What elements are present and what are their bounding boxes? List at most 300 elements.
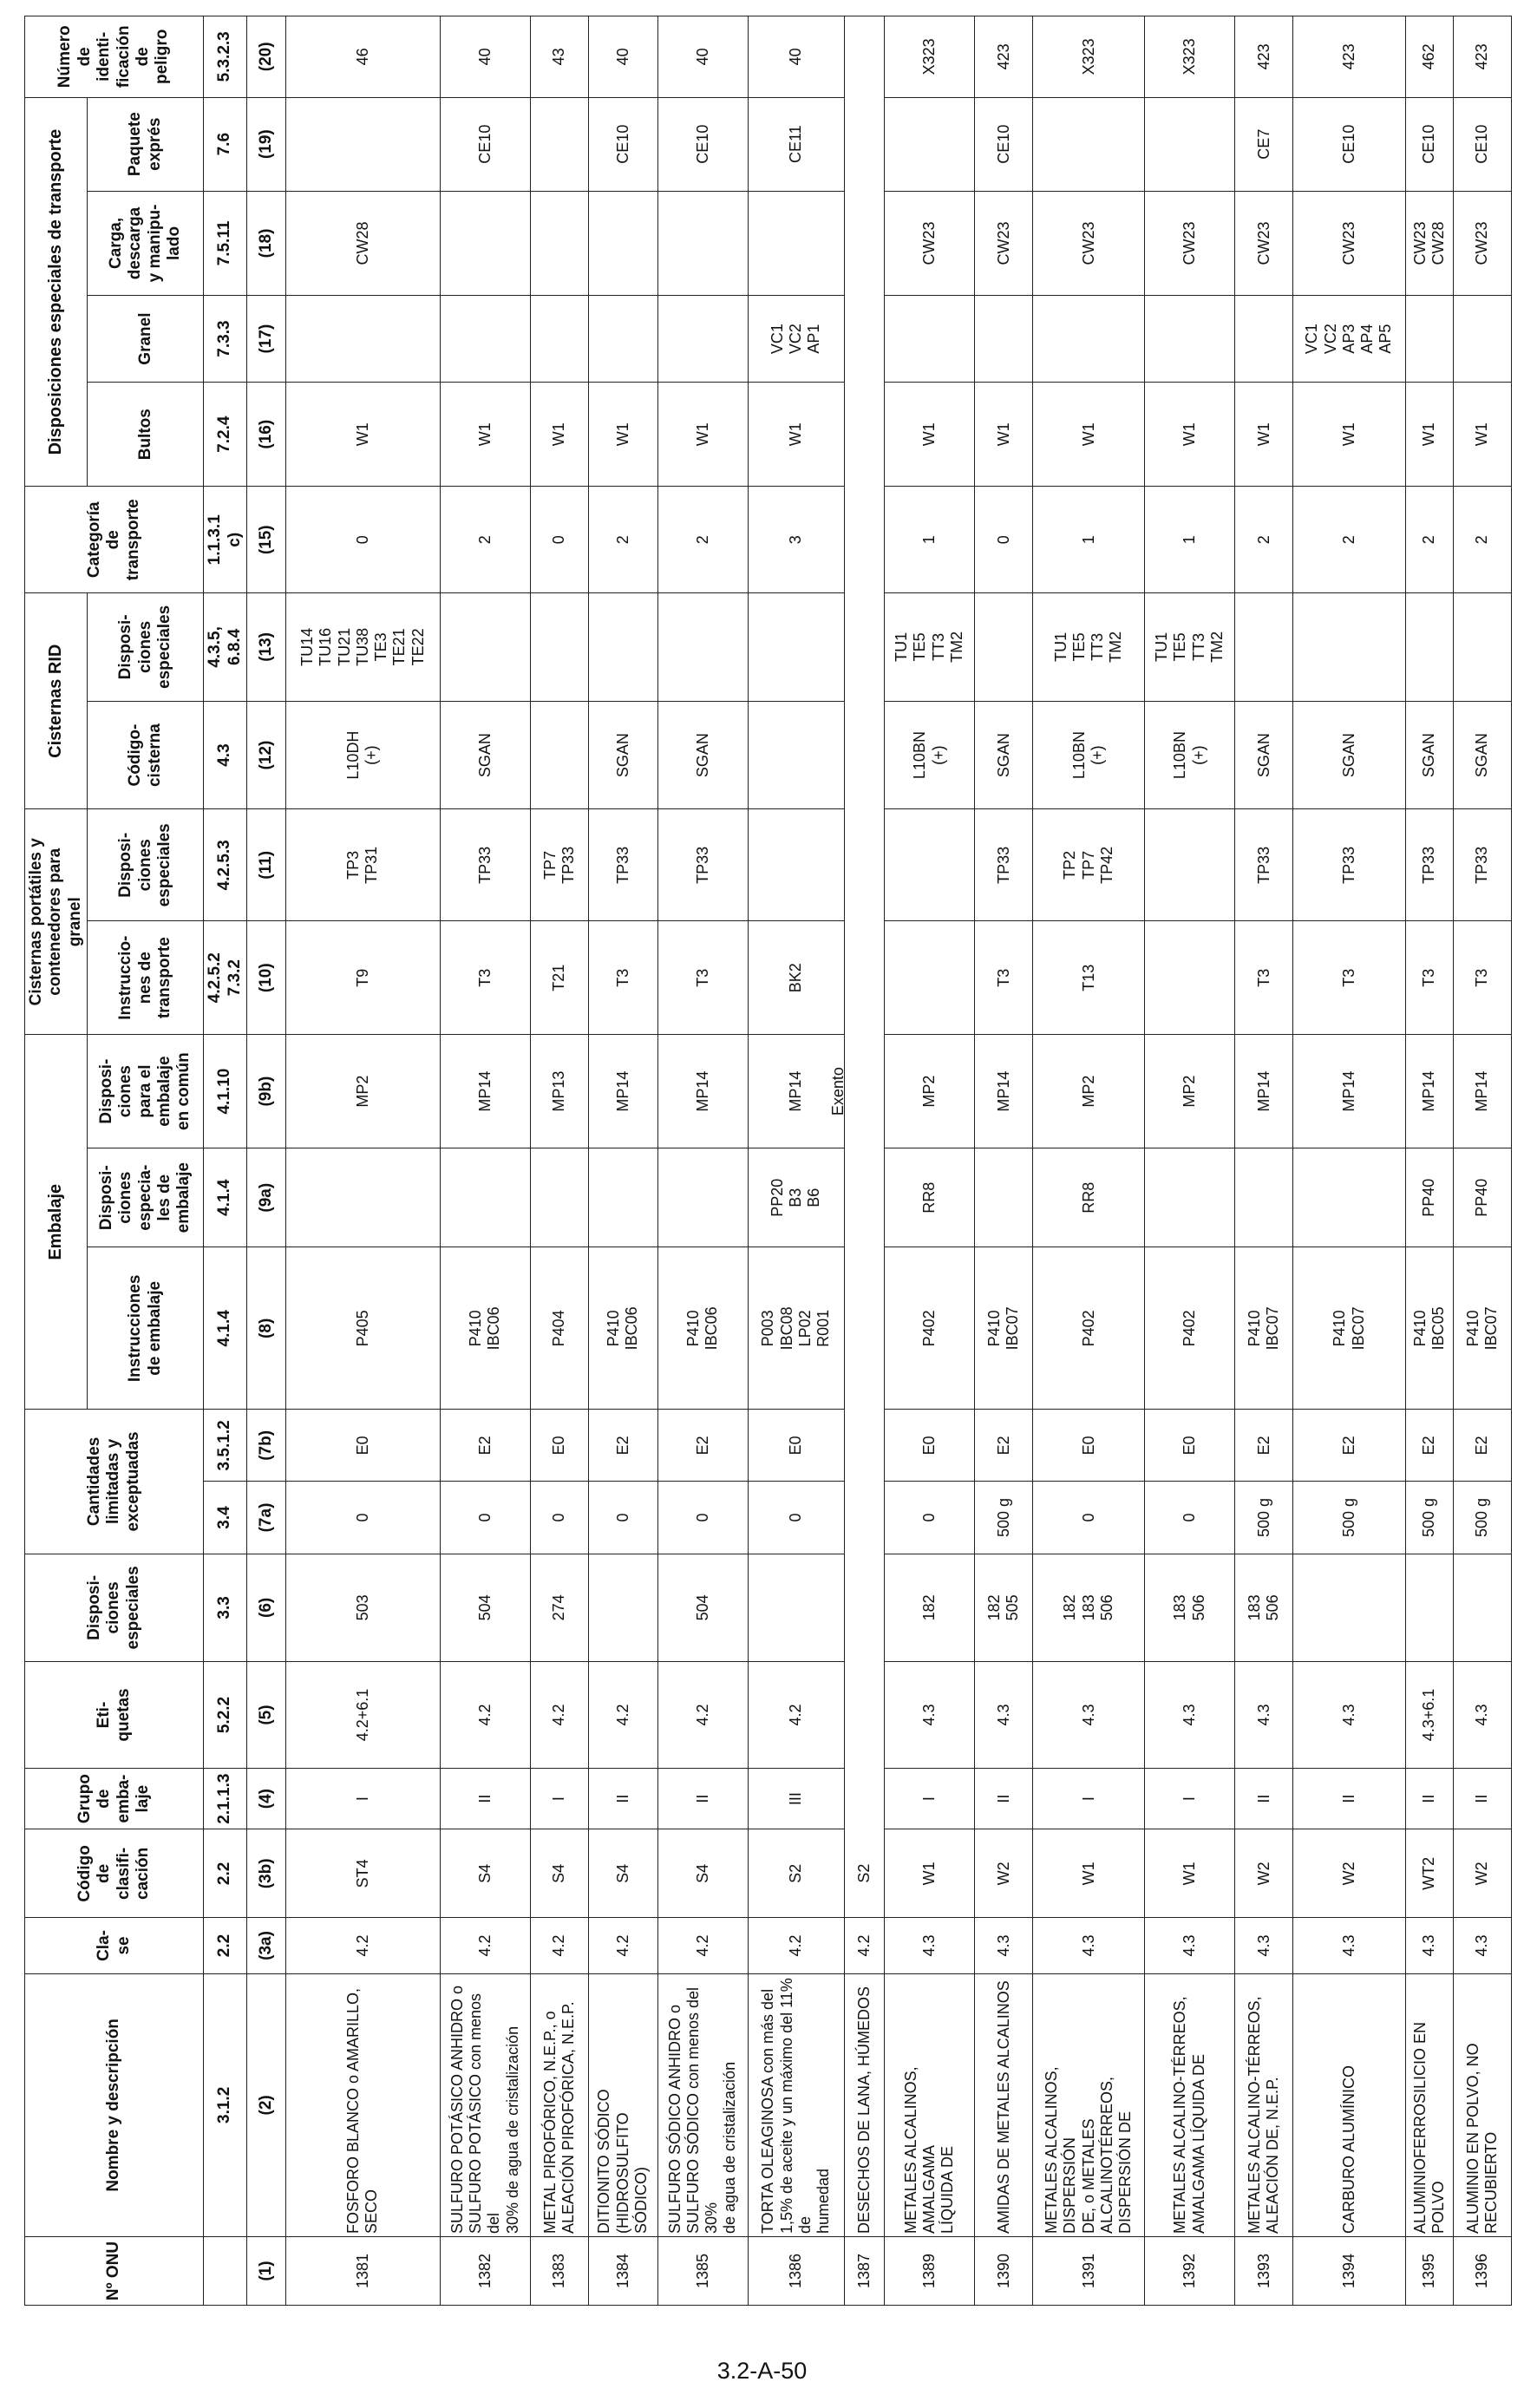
packing-group-cell: II <box>440 1768 530 1829</box>
header-labels: Eti- quetas <box>25 1662 204 1769</box>
loading-cell: CW23 <box>1144 191 1234 296</box>
packing-special-cell <box>589 1148 658 1247</box>
mixed-packing-cell: MP14 <box>1405 1035 1453 1148</box>
table-row <box>1453 16 1511 2306</box>
substance-name-line: AMALGAMA LÍQUIDA DE <box>1189 2053 1207 2235</box>
classification-code-cell: S4 <box>530 1829 588 1918</box>
bulk-cell <box>975 296 1033 383</box>
substance-name-cell <box>530 1973 588 2236</box>
classification-code-cell: S2 <box>748 1829 844 1918</box>
hazard-number-cell: 40 <box>657 16 748 98</box>
packing-group-cell: II <box>1293 1768 1406 1829</box>
tank-instruction-cell: T3 <box>589 921 658 1035</box>
bulk-cell <box>440 296 530 383</box>
class-cell: 4.2 <box>530 1918 588 1973</box>
column-number-row <box>247 16 286 2306</box>
loading-cell <box>530 191 588 296</box>
rid-special-cell <box>530 593 588 702</box>
express-cell <box>1033 97 1145 191</box>
mixed-packing-cell: MP2 <box>1033 1035 1145 1148</box>
un-number-cell: 1383 <box>530 2237 588 2306</box>
limited-quantity-cell: 0 <box>286 1482 441 1554</box>
packing-instruction-cell: P410 IBC07 <box>975 1247 1033 1410</box>
column-number-cell: (10) <box>247 921 286 1035</box>
classification-code-cell: W2 <box>975 1829 1033 1918</box>
substance-name-line: SULFURO POTÁSICO con menos del <box>467 1992 503 2235</box>
rid-special-cell <box>440 593 530 702</box>
packing-instruction-cell: P402 <box>885 1247 975 1410</box>
substance-name-line: DITIONITO SÓDICO (HIDROSULFITO <box>595 2089 631 2235</box>
transport-category-cell: 1 <box>1033 487 1145 593</box>
packing-special-cell <box>657 1148 748 1247</box>
tank-code-cell: SGAN <box>440 701 530 809</box>
tank-special-cell: TP3 TP31 <box>286 809 441 921</box>
labels-cell: 4.3 <box>1453 1662 1511 1769</box>
column-number-cell: (20) <box>247 16 286 98</box>
table-row <box>1293 16 1406 2306</box>
transport-category-cell: 0 <box>975 487 1033 593</box>
empty-cell <box>844 382 884 487</box>
reference-cell: 2.2 <box>204 1918 247 1973</box>
bulk-cell <box>1033 296 1145 383</box>
labels-cell: 4.3 <box>1293 1662 1406 1769</box>
packing-instruction-cell: P405 <box>286 1247 441 1410</box>
packages-cell: W1 <box>1235 382 1293 487</box>
limited-quantity-cell: 0 <box>589 1482 658 1554</box>
table-header <box>25 16 286 2306</box>
substance-name-line: humedad <box>814 2168 832 2235</box>
header-packages: Bultos <box>88 382 204 487</box>
substance-name-line: LÍQUIDA DE <box>939 2146 957 2235</box>
header-special-transport: Disposiciones especiales de transporte <box>25 97 88 487</box>
table-row <box>1144 16 1234 2306</box>
bulk-cell <box>1235 296 1293 383</box>
reference-cell <box>204 2237 247 2306</box>
transport-category-cell: 0 <box>286 487 441 593</box>
transport-category-cell: 2 <box>657 487 748 593</box>
packing-instruction-cell: P410 IBC05 <box>1405 1247 1453 1410</box>
special-provisions-cell <box>748 1554 844 1662</box>
substance-name-cell <box>1235 1973 1293 2236</box>
empty-cell <box>844 191 884 296</box>
packing-special-cell <box>1293 1148 1406 1247</box>
class-cell: 4.3 <box>1033 1918 1145 1973</box>
bulk-cell <box>657 296 748 383</box>
tank-special-cell <box>1144 809 1234 921</box>
tank-instruction-cell <box>885 921 975 1035</box>
excepted-quantity-cell: E0 <box>1033 1410 1145 1482</box>
tank-instruction-cell: T3 <box>1293 921 1406 1035</box>
empty-cell <box>844 921 884 1035</box>
class-cell: 4.2 <box>657 1918 748 1973</box>
header-mixed-packing: Disposi- ciones para el embalaje en común <box>88 1035 204 1148</box>
header-un: Nº ONU <box>25 2237 204 2306</box>
hazard-number-cell: 46 <box>286 16 441 98</box>
packing-instruction-cell: P410 IBC06 <box>440 1247 530 1410</box>
table-row <box>885 16 975 2306</box>
reference-cell: 3.3 <box>204 1554 247 1662</box>
table-row <box>1405 16 1453 2306</box>
mixed-packing-cell: MP14 <box>1293 1035 1406 1148</box>
hazard-number-cell: 462 <box>1405 16 1453 98</box>
rid-special-cell <box>1453 593 1511 702</box>
class-cell: 4.3 <box>1144 1918 1234 1973</box>
substance-name-line: DE, o METALES ALCALINOTÉRREOS, <box>1079 2077 1115 2235</box>
packing-group-cell: II <box>975 1768 1033 1829</box>
excepted-quantity-cell: E2 <box>440 1410 530 1482</box>
substance-name-line: AMIDAS DE METALES ALCALINOS <box>994 1980 1012 2235</box>
packing-group-cell: II <box>589 1768 658 1829</box>
header-loading: Carga, descarga y manipu- lado <box>88 191 204 296</box>
tank-code-cell: SGAN <box>1235 701 1293 809</box>
loading-cell <box>440 191 530 296</box>
substance-name-line: ALEACIÓN PIROFÓRICA, N.E.P. <box>559 2001 578 2235</box>
header-rid-special: Disposi- ciones especiales <box>88 593 204 702</box>
special-provisions-cell <box>1453 1554 1511 1662</box>
header-tank-code: Código- cisterna <box>88 701 204 809</box>
labels-cell: 4.3 <box>885 1662 975 1769</box>
table-body <box>286 16 1512 2306</box>
classification-code-cell: WT2 <box>1405 1829 1453 1918</box>
classification-code-cell: S4 <box>440 1829 530 1918</box>
dangerous-goods-table <box>24 16 1512 2306</box>
substance-name-line: METAL PIROFÓRICO, N.E.P., o <box>540 2011 559 2235</box>
column-number-cell: (13) <box>247 593 286 702</box>
tank-special-cell: TP33 <box>975 809 1033 921</box>
tank-code-cell: SGAN <box>657 701 748 809</box>
express-cell <box>286 97 441 191</box>
column-number-cell: (9b) <box>247 1035 286 1148</box>
special-provisions-cell: 504 <box>440 1554 530 1662</box>
empty-cell <box>844 701 884 809</box>
class-cell: 4.2 <box>286 1918 441 1973</box>
rotated-table-page <box>24 16 1512 2306</box>
labels-cell: 4.2+6.1 <box>286 1662 441 1769</box>
substance-name-cell <box>748 1973 844 2236</box>
packing-instruction-cell: P402 <box>1033 1247 1145 1410</box>
tank-code-cell <box>530 701 588 809</box>
labels-cell: 4.3 <box>1144 1662 1234 1769</box>
reference-cell: 4.2.5.2 7.3.2 <box>204 921 247 1035</box>
excepted-quantity-cell: E2 <box>1405 1410 1453 1482</box>
header-tank-special: Disposi- ciones especiales <box>88 809 204 921</box>
packages-cell: W1 <box>1453 382 1511 487</box>
class-cell: 4.3 <box>975 1918 1033 1973</box>
labels-cell: 4.2 <box>589 1662 658 1769</box>
classification-code-cell: S4 <box>657 1829 748 1918</box>
transport-category-cell: 2 <box>440 487 530 593</box>
mixed-packing-cell: MP2 <box>885 1035 975 1148</box>
exempt-label: Exento <box>828 1067 847 1116</box>
rid-special-cell <box>1235 593 1293 702</box>
column-number-cell: (18) <box>247 191 286 296</box>
labels-cell: 4.3 <box>1235 1662 1293 1769</box>
hazard-number-cell: 40 <box>748 16 844 98</box>
column-number-cell: (1) <box>247 2237 286 2306</box>
column-number-cell: (3a) <box>247 1918 286 1973</box>
transport-category-cell: 2 <box>1235 487 1293 593</box>
class-cell: 4.2 <box>748 1918 844 1973</box>
header-special-provisions: Disposi- ciones especiales <box>25 1554 204 1662</box>
reference-cell: 3.1.2 <box>204 1973 247 2236</box>
tank-special-cell: TP33 <box>657 809 748 921</box>
hazard-number-cell: X323 <box>885 16 975 98</box>
hazard-number-cell: 423 <box>1453 16 1511 98</box>
table-row <box>975 16 1033 2306</box>
rid-special-cell: TU1 TE5 TT3 TM2 <box>1144 593 1234 702</box>
hazard-number-cell: 43 <box>530 16 588 98</box>
packing-special-cell <box>440 1148 530 1247</box>
header-rid-tanks: Cisternas RID <box>25 593 88 809</box>
reference-cell: 2.2 <box>204 1829 247 1918</box>
reference-cell: 4.1.10 <box>204 1035 247 1148</box>
limited-quantity-cell: 0 <box>1144 1482 1234 1554</box>
rid-special-cell: TU1 TE5 TT3 TM2 <box>885 593 975 702</box>
express-cell: CE10 <box>1293 97 1406 191</box>
un-number-cell: 1392 <box>1144 2237 1234 2306</box>
substance-name-line: SULFURO SÓDICO ANHIDRO o <box>665 2005 684 2235</box>
header-tank-instructions: Instruccio- nes de transporte <box>88 921 204 1035</box>
substance-name-line: FOSFORO BLANCO o AMARILLO, <box>344 1987 363 2235</box>
special-provisions-cell: 182 183 506 <box>1033 1554 1145 1662</box>
tank-code-cell: SGAN <box>975 701 1033 809</box>
packing-instruction-cell: P402 <box>1144 1247 1234 1410</box>
labels-cell: 4.3 <box>975 1662 1033 1769</box>
packing-group-cell: I <box>530 1768 588 1829</box>
class-cell: 4.3 <box>885 1918 975 1973</box>
column-number-cell: (5) <box>247 1662 286 1769</box>
empty-cell <box>844 809 884 921</box>
transport-category-cell: 1 <box>885 487 975 593</box>
header-classification-code: Código de clasifi- cación <box>25 1829 204 1918</box>
labels-cell: 4.2 <box>530 1662 588 1769</box>
special-provisions-cell: 183 506 <box>1144 1554 1234 1662</box>
limited-quantity-cell: 0 <box>885 1482 975 1554</box>
header-portable-tanks: Cisternas portátiles y contenedores para granel <box>25 809 88 1035</box>
tank-code-cell: SGAN <box>1293 701 1406 809</box>
header-packaging: Embalaje <box>25 1035 88 1410</box>
tank-code-cell: SGAN <box>1453 701 1511 809</box>
packing-group-cell: II <box>657 1768 748 1829</box>
reference-cell: 7.2.4 <box>204 382 247 487</box>
packages-cell: W1 <box>975 382 1033 487</box>
packages-cell: W1 <box>530 382 588 487</box>
bulk-cell <box>885 296 975 383</box>
table-row <box>1033 16 1145 2306</box>
un-number-cell: 1391 <box>1033 2237 1145 2306</box>
excepted-quantity-cell: E0 <box>748 1410 844 1482</box>
column-number-cell: (19) <box>247 97 286 191</box>
hazard-number-cell: 40 <box>589 16 658 98</box>
substance-name-line: de agua de cristalización <box>721 2061 739 2235</box>
reference-row <box>204 16 247 2306</box>
column-number-cell: (7a) <box>247 1482 286 1554</box>
mixed-packing-cell: MP14 <box>1235 1035 1293 1148</box>
table-row <box>1235 16 1293 2306</box>
empty-cell <box>844 296 884 383</box>
tank-instruction-cell: T3 <box>1453 921 1511 1035</box>
column-number-cell: (17) <box>247 296 286 383</box>
tank-instruction-cell: T13 <box>1033 921 1145 1035</box>
substance-name-line: RECUBIERTO <box>1481 2131 1500 2235</box>
hazard-number-cell: 40 <box>440 16 530 98</box>
page-number: 3.2-A-50 <box>716 2358 808 2384</box>
labels-cell: 4.2 <box>748 1662 844 1769</box>
header-packing-group: Grupo de emba- laje <box>25 1768 204 1829</box>
empty-cell <box>844 1247 884 1410</box>
un-number-cell: 1386 <box>748 2237 844 2306</box>
header-limited-quantities: Cantidades limitadas y exceptuadas <box>25 1410 204 1554</box>
packing-group-cell: I <box>885 1768 975 1829</box>
express-cell: CE10 <box>1453 97 1511 191</box>
classification-code-cell: W1 <box>885 1829 975 1918</box>
packing-special-cell <box>286 1148 441 1247</box>
special-provisions-cell: 183 506 <box>1235 1554 1293 1662</box>
column-number-cell: (9a) <box>247 1148 286 1247</box>
rid-special-cell <box>748 593 844 702</box>
tank-special-cell <box>748 809 844 921</box>
substance-name-line: ALUMINIO EN POLVO, NO <box>1463 2043 1481 2235</box>
reference-cell: 3.4 <box>204 1482 247 1554</box>
un-number-cell: 1390 <box>975 2237 1033 2306</box>
hazard-number-cell: 423 <box>1235 16 1293 98</box>
table-row <box>286 16 441 2306</box>
substance-name-line: DISPERSIÓN DE <box>1116 2111 1134 2235</box>
express-cell: CE10 <box>975 97 1033 191</box>
empty-cell <box>844 1410 884 1482</box>
express-cell: CE10 <box>1405 97 1453 191</box>
tank-instruction-cell: T3 <box>440 921 530 1035</box>
exempt-cell <box>828 1035 884 1148</box>
express-cell <box>1144 97 1234 191</box>
bulk-cell <box>589 296 658 383</box>
bulk-cell: VC1 VC2 AP3 AP4 AP5 <box>1293 296 1406 383</box>
packages-cell: W1 <box>1033 382 1145 487</box>
packing-special-cell: PP40 <box>1453 1148 1511 1247</box>
mixed-packing-cell: MP14 <box>1453 1035 1511 1148</box>
tank-special-cell: TP33 <box>1453 809 1511 921</box>
mixed-packing-cell: MP14 <box>589 1035 658 1148</box>
excepted-quantity-cell: E0 <box>286 1410 441 1482</box>
excepted-quantity-cell: E2 <box>1235 1410 1293 1482</box>
loading-cell: CW28 <box>286 191 441 296</box>
tank-special-cell: TP7 TP33 <box>530 809 588 921</box>
packing-special-cell <box>1144 1148 1234 1247</box>
table-row <box>589 16 658 2306</box>
special-provisions-cell: 504 <box>657 1554 748 1662</box>
tank-instruction-cell: T21 <box>530 921 588 1035</box>
packing-group-cell: III <box>748 1768 844 1829</box>
packing-group-cell: I <box>286 1768 441 1829</box>
tank-special-cell: TP33 <box>1405 809 1453 921</box>
column-number-cell: (11) <box>247 809 286 921</box>
rid-special-cell <box>975 593 1033 702</box>
loading-cell: CW23 <box>1453 191 1511 296</box>
special-provisions-cell <box>1293 1554 1406 1662</box>
mixed-packing-cell: MP2 <box>1144 1035 1234 1148</box>
mixed-packing-cell: MP13 <box>530 1035 588 1148</box>
packages-cell: W1 <box>657 382 748 487</box>
empty-cell <box>844 1148 884 1247</box>
special-provisions-cell <box>1405 1554 1453 1662</box>
reference-cell: 7.3.3 <box>204 296 247 383</box>
reference-cell: 4.2.5.3 <box>204 809 247 921</box>
un-number-cell: 1389 <box>885 2237 975 2306</box>
header-hazard-number: Número de identi- ficación de peligro <box>25 16 204 98</box>
transport-category-cell: 3 <box>748 487 844 593</box>
substance-name-cell <box>1405 1973 1453 2236</box>
class-cell: 4.3 <box>1453 1918 1511 1973</box>
classification-code-cell: W2 <box>1293 1829 1406 1918</box>
loading-cell: CW23 <box>885 191 975 296</box>
header-packing-special: Disposi- ciones especia- les de embalaje <box>88 1148 204 1247</box>
limited-quantity-cell: 500 g <box>1453 1482 1511 1554</box>
reference-cell: 5.3.2.3 <box>204 16 247 98</box>
header-express: Paquete exprés <box>88 97 204 191</box>
empty-cell <box>844 1662 884 1769</box>
tank-instruction-cell: T3 <box>975 921 1033 1035</box>
bulk-cell <box>1144 296 1234 383</box>
tank-special-cell: TP33 <box>440 809 530 921</box>
packing-special-cell: RR8 <box>1033 1148 1145 1247</box>
packing-instruction-cell: P410 IBC06 <box>657 1247 748 1410</box>
mixed-packing-cell: MP2 <box>286 1035 441 1148</box>
tank-special-cell: TP33 <box>1235 809 1293 921</box>
tank-instruction-cell <box>1144 921 1234 1035</box>
reference-cell: 2.1.1.3 <box>204 1768 247 1829</box>
labels-cell: 4.3 <box>1033 1662 1145 1769</box>
limited-quantity-cell: 500 g <box>1405 1482 1453 1554</box>
un-number-cell: 1384 <box>589 2237 658 2306</box>
hazard-number-cell: 423 <box>975 16 1033 98</box>
substance-name-cell <box>885 1973 975 2236</box>
class-cell: 4.2 <box>844 1918 884 1973</box>
table-row <box>530 16 588 2306</box>
special-provisions-cell: 274 <box>530 1554 588 1662</box>
empty-cell <box>844 487 884 593</box>
rid-special-cell: TU14 TU16 TU21 TU38 TE3 TE21 TE22 <box>286 593 441 702</box>
table-row <box>657 16 748 2306</box>
packing-special-cell: RR8 <box>885 1148 975 1247</box>
hazard-number-cell: X323 <box>1033 16 1145 98</box>
mixed-packing-cell: MP14 <box>440 1035 530 1148</box>
mixed-packing-cell: MP14 <box>657 1035 748 1148</box>
substance-name-line: CARBURO ALUMÍNICO <box>1339 2065 1357 2235</box>
packing-instruction-cell: P410 IBC07 <box>1293 1247 1406 1410</box>
header-class: Cla- se <box>25 1918 204 1973</box>
substance-name-line: METALES ALCALINOS, DISPERSIÓN <box>1043 2066 1079 2235</box>
header-bulk: Granel <box>88 296 204 383</box>
substance-name-cell <box>589 1973 658 2236</box>
column-number-cell: (2) <box>247 1973 286 2236</box>
column-number-cell: (15) <box>247 487 286 593</box>
class-cell: 4.3 <box>1235 1918 1293 1973</box>
substance-name-line: SECO <box>363 2189 381 2235</box>
labels-cell: 4.2 <box>440 1662 530 1769</box>
transport-category-cell: 2 <box>1453 487 1511 593</box>
loading-cell: CW23 <box>1235 191 1293 296</box>
substance-name-line: ALUMINIOFERROSILICIO EN POLVO <box>1410 2022 1447 2235</box>
substance-name-line: DESECHOS DE LANA, HÚMEDOS <box>854 1986 873 2235</box>
packing-instruction-cell: P410 IBC07 <box>1235 1247 1293 1410</box>
empty-cell <box>844 97 884 191</box>
substance-name-line: 30% de agua de cristalización <box>503 2025 521 2235</box>
column-number-cell: (16) <box>247 382 286 487</box>
rid-special-cell <box>657 593 748 702</box>
limited-quantity-cell: 0 <box>530 1482 588 1554</box>
table-row <box>748 16 844 2306</box>
substance-name-cell <box>1033 1973 1145 2236</box>
